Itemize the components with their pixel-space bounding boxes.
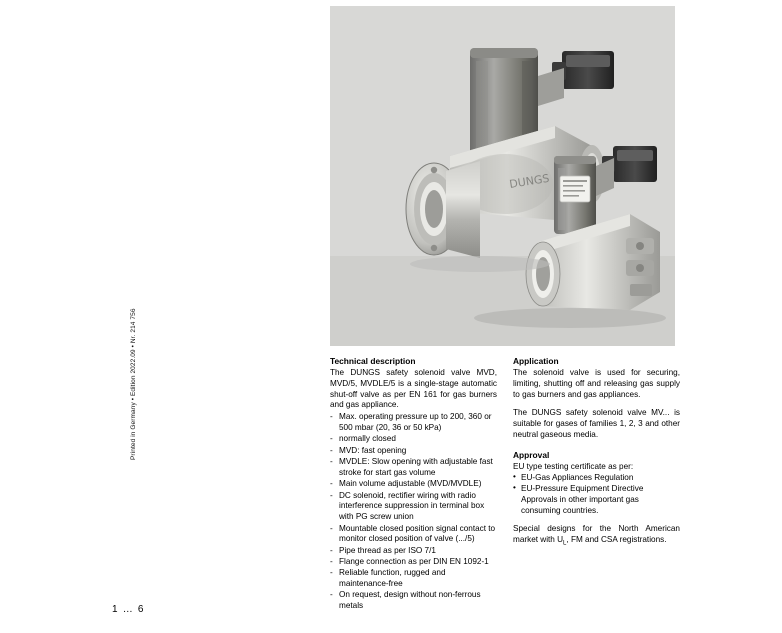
margin-print-note: Printed in Germany • Edition 2022.09 • Nr. 214 756: [130, 308, 137, 460]
application-approval-column: [513, 356, 680, 621]
list-item: - MVD: fast opening: [330, 446, 497, 457]
list-item: - Max. operating pressure up to 200, 360 or 500 mbar (20, 36 or 50 kPa): [330, 412, 497, 434]
list-item: - DC solenoid, rectifier wiring with radio interference suppression in terminal box with PG screw union: [330, 491, 497, 523]
list-item: • EU-Gas Appliances Regulation: [513, 473, 680, 484]
threaded-inlet: [526, 242, 560, 306]
technical-description-heading: Technical description: [330, 356, 416, 366]
list-item: - On request, design without non-ferrous metals: [330, 590, 497, 612]
approval-intro: EU type testing certificate as per:: [513, 461, 634, 471]
list-item: - Flange connection as per DIN EN 1092-1: [330, 557, 497, 568]
adjustment-caps: [626, 238, 654, 296]
special-designs-prefix: Special designs for the North American market with U: [513, 524, 680, 545]
list-item: - Reliable function, rugged and maintenance-free: [330, 568, 497, 590]
application-text-2: The DUNGS safety solenoid valve MV... is suitable for gases of families 1, 2, 3 and other neutral gaseous media.: [513, 408, 680, 440]
technical-description-column: [330, 356, 497, 621]
list-item: - normally closed: [330, 434, 497, 445]
list-item: • EU-Pressure Equipment Directive Approvals in other important gas consuming countries.: [513, 484, 680, 516]
product-photo: [330, 6, 675, 346]
list-item: - Pipe thread as per ISO 7/1: [330, 546, 497, 557]
special-designs-subscript: L: [563, 540, 567, 547]
product-photo-illustration: [330, 6, 675, 346]
approval-heading: Approval: [513, 449, 550, 460]
application-text-1: The solenoid valve is used for securing, limiting, shutting off and releasing gas supply to gas burners and gas appliances.: [513, 367, 680, 399]
svg-text:DUNGS: DUNGS: [508, 171, 551, 191]
application-heading: Application: [513, 356, 559, 366]
special-designs-suffix: , FM and CSA registrations.: [566, 535, 667, 545]
page-number: 1 … 6: [112, 604, 145, 615]
list-item: - MVDLE: Slow opening with adjustable fast stroke for start gas volume: [330, 457, 497, 479]
list-item: - Main volume adjustable (MVD/MVDLE): [330, 479, 497, 490]
text-columns: [330, 356, 680, 621]
approval-list: [513, 473, 680, 517]
list-item: - Mountable closed position signal contact to monitor closed position of valve (.../5): [330, 524, 497, 546]
technical-description-intro: The DUNGS safety solenoid valve MVD, MVD/5, MVDLE/5 is a single-stage automatic shut-off valve as per EN 161 for gas burners and gas appliance.: [330, 367, 497, 410]
technical-feature-list: [330, 412, 497, 612]
special-designs-text: [513, 524, 680, 548]
